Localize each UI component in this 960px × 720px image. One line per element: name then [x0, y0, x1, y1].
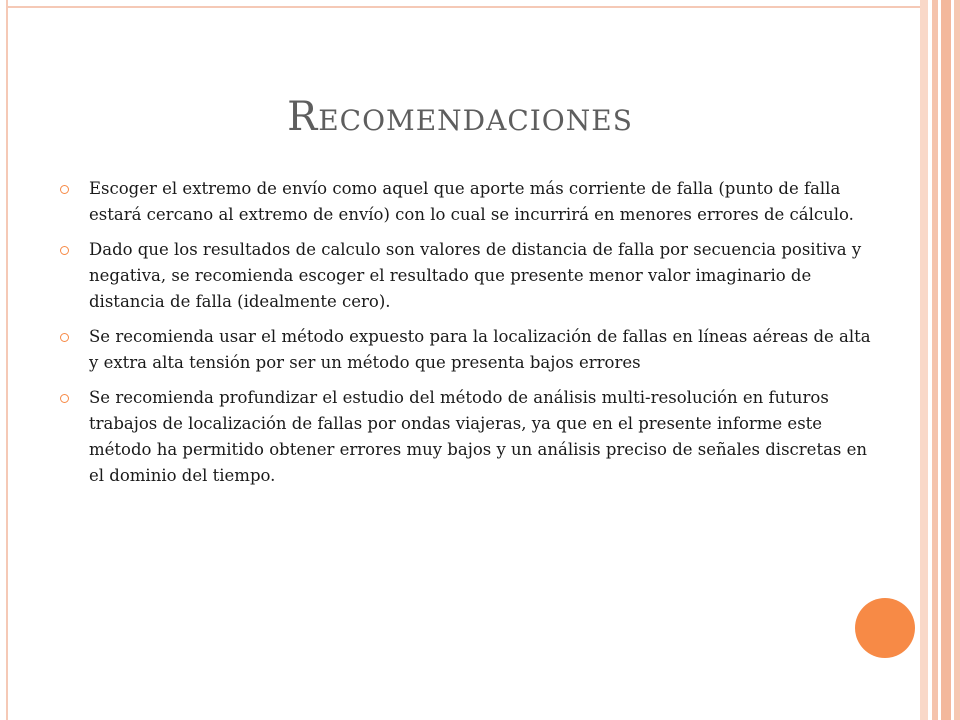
bullet-item — [60, 324, 880, 376]
bullet-text: Dado que los resultados de calculo son valores de distancia de falla por secuencia positiva y negativa, se recomienda escoger el resultado que presente menor valor imaginario de distancia de falla (idealmente cero). — [89, 240, 862, 311]
bullet-item — [60, 176, 880, 228]
slide-title: Recomendaciones — [287, 94, 633, 140]
bullet-ring-icon — [60, 333, 69, 342]
bullet-item — [60, 385, 880, 489]
top-border-line — [6, 6, 920, 8]
right-decor-stripe — [941, 0, 951, 720]
bullet-ring-icon — [60, 185, 69, 194]
bullet-text: Escoger el extremo de envío como aquel que aporte más corriente de falla (punto de falla estará cercano al extremo de envío) con lo cual se incurrirá en menores errores de cálculo. — [89, 179, 854, 224]
bullet-text: Se recomienda usar el método expuesto para la localización de fallas en líneas aéreas de alta y extra alta tensión por ser un método que presenta bajos errores — [89, 327, 871, 372]
bullet-item — [60, 237, 880, 315]
decorative-orange-circle — [855, 598, 915, 658]
bullet-ring-icon — [60, 246, 69, 255]
right-decor-stripe — [954, 0, 960, 720]
right-decor-stripe — [920, 0, 928, 720]
bullet-list — [60, 176, 880, 498]
bullet-text: Se recomienda profundizar el estudio del método de análisis multi-resolución en futuros trabajos de localización de fallas por ondas viajeras, ya que en el presente informe este método ha permitido obtener errores muy bajos y un análisis preciso de señales discretas en el dominio del tiempo. — [89, 388, 868, 485]
bullet-ring-icon — [60, 394, 69, 403]
